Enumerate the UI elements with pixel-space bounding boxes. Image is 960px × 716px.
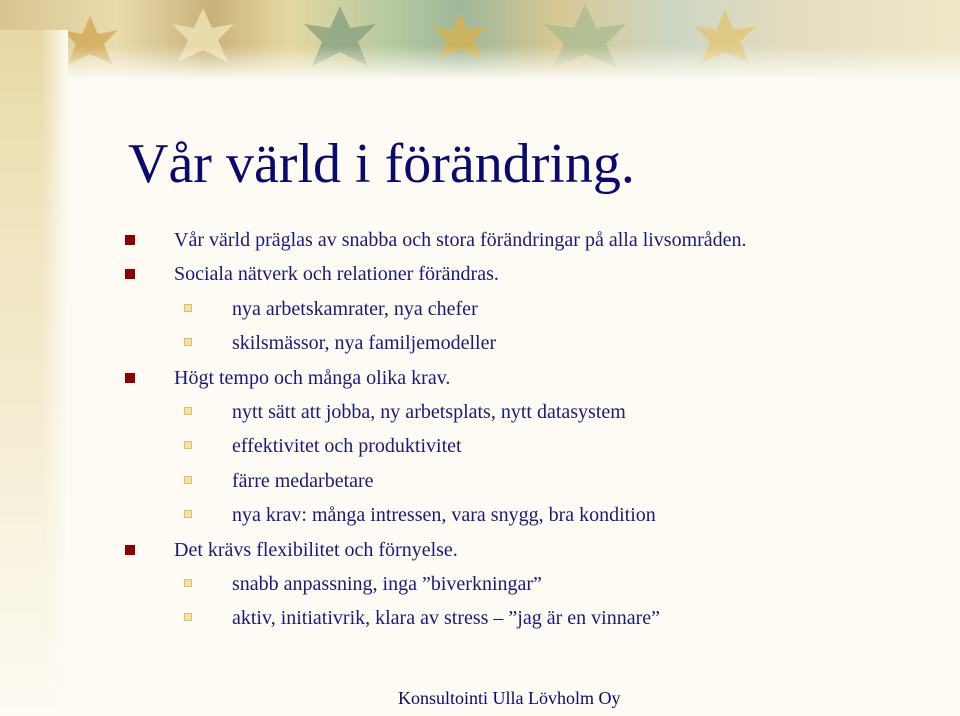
small-square-bullet-icon [184, 613, 192, 621]
autumn-leaves-banner [0, 0, 960, 80]
small-square-bullet-icon [184, 579, 192, 587]
square-bullet-icon [125, 235, 135, 245]
slide: Vår värld i förändring. Vår värld präglas av snabba och stora förändringar på alla livsområden. Sociala nätverk och relationer förändras. nya arbetskamrater, nya chefer skilsmässor, nya familjemodeller Högt tempo och många olika krav. nytt sätt att jobba, ny arbetsplats, nytt datasystem effektivitet och produktivitet färre medarbetare nya krav: många intressen, vara snygg, bra kondition Det krävs flexibilitet och förnyelse. snabb anpassning, inga ”biverkningar” aktiv, initiativrik, klara av stress – ”jag är en vinnare” Konsultointi Ulla Lövholm Oy [0, 0, 960, 716]
square-bullet-icon [125, 373, 135, 383]
small-square-bullet-icon [184, 338, 192, 346]
small-square-bullet-icon [184, 407, 192, 415]
square-bullet-icon [125, 269, 135, 279]
square-bullet-icon [125, 545, 135, 555]
small-square-bullet-icon [184, 476, 192, 484]
slide-title: Vår värld i förändring. [128, 133, 635, 195]
sidebar-fade [42, 30, 68, 716]
parchment-sidebar [0, 30, 68, 716]
small-square-bullet-icon [184, 441, 192, 449]
banner-fade [0, 46, 960, 80]
small-square-bullet-icon [184, 304, 192, 312]
small-square-bullet-icon [184, 510, 192, 518]
footer-company: Konsultointi Ulla Lövholm Oy [398, 688, 621, 708]
